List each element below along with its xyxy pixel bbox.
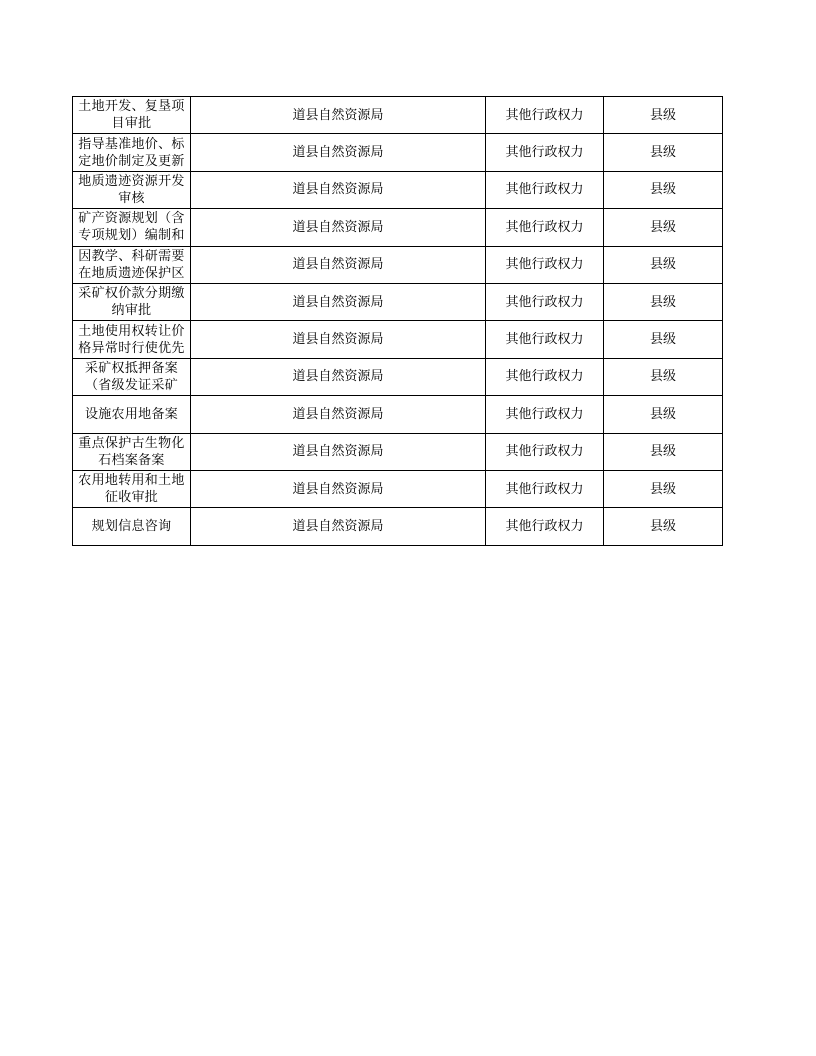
item-name-cell bbox=[73, 97, 191, 134]
level-cell bbox=[604, 283, 723, 320]
level-text: 县级 bbox=[649, 369, 676, 385]
item-name-text: 重点保护古生物化石档案备案 bbox=[78, 435, 185, 468]
department-cell bbox=[191, 433, 486, 470]
table-body bbox=[73, 97, 723, 546]
power-type-text: 其他行政权力 bbox=[505, 219, 584, 235]
department-cell bbox=[191, 508, 486, 545]
level-text: 县级 bbox=[649, 518, 676, 534]
item-name-cell bbox=[73, 134, 191, 171]
level-text: 县级 bbox=[649, 219, 676, 235]
power-type-cell bbox=[486, 283, 604, 320]
department-cell bbox=[191, 246, 486, 283]
power-type-text: 其他行政权力 bbox=[505, 518, 584, 534]
department-text: 道县自然资源局 bbox=[292, 294, 384, 310]
table-row bbox=[73, 358, 723, 395]
power-type-text: 其他行政权力 bbox=[505, 369, 584, 385]
power-type-text: 其他行政权力 bbox=[505, 294, 584, 310]
item-name-text: 土地使用权转让价格异常时行使优先 bbox=[78, 323, 185, 356]
item-name-text: 采矿权抵押备案（省级发证采矿 bbox=[84, 360, 179, 393]
item-name-text: 土地开发、复垦项目审批 bbox=[78, 99, 185, 132]
power-type-text: 其他行政权力 bbox=[505, 257, 584, 273]
level-text: 县级 bbox=[649, 145, 676, 161]
power-type-cell bbox=[486, 358, 604, 395]
table-row bbox=[73, 283, 723, 320]
table-row bbox=[73, 470, 723, 507]
level-cell bbox=[604, 97, 723, 134]
item-name-text: 矿产资源规划（含专项规划）编制和 bbox=[78, 211, 185, 244]
item-name-cell bbox=[73, 358, 191, 395]
level-text: 县级 bbox=[649, 257, 676, 273]
level-text: 县级 bbox=[649, 294, 676, 310]
department-text: 道县自然资源局 bbox=[292, 182, 384, 198]
level-cell bbox=[604, 470, 723, 507]
item-name-cell bbox=[73, 321, 191, 358]
power-type-text: 其他行政权力 bbox=[505, 145, 584, 161]
level-text: 县级 bbox=[649, 332, 676, 348]
table-row bbox=[73, 97, 723, 134]
power-type-cell bbox=[486, 97, 604, 134]
item-name-cell bbox=[73, 508, 191, 545]
power-type-cell bbox=[486, 321, 604, 358]
department-text: 道县自然资源局 bbox=[292, 481, 384, 497]
item-name-cell bbox=[73, 246, 191, 283]
power-type-cell bbox=[486, 433, 604, 470]
level-cell bbox=[604, 358, 723, 395]
department-cell bbox=[191, 470, 486, 507]
power-type-text: 其他行政权力 bbox=[505, 444, 584, 460]
item-name-text: 指导基准地价、标定地价制定及更新 bbox=[78, 136, 185, 169]
item-name-text: 因教学、科研需要在地质遗迹保护区 bbox=[78, 248, 185, 281]
power-type-cell bbox=[486, 171, 604, 208]
department-text: 道县自然资源局 bbox=[292, 444, 384, 460]
department-cell bbox=[191, 321, 486, 358]
department-cell bbox=[191, 134, 486, 171]
item-name-cell bbox=[73, 171, 191, 208]
department-cell bbox=[191, 97, 486, 134]
item-name-cell bbox=[73, 470, 191, 507]
item-name-cell bbox=[73, 396, 191, 433]
level-cell bbox=[604, 433, 723, 470]
table-row bbox=[73, 321, 723, 358]
power-type-text: 其他行政权力 bbox=[505, 182, 584, 198]
level-text: 县级 bbox=[649, 481, 676, 497]
level-cell bbox=[604, 171, 723, 208]
item-name-cell bbox=[73, 283, 191, 320]
department-text: 道县自然资源局 bbox=[292, 518, 384, 534]
level-cell bbox=[604, 508, 723, 545]
item-name-cell bbox=[73, 433, 191, 470]
department-text: 道县自然资源局 bbox=[292, 369, 384, 385]
item-name-text: 农用地转用和土地征收审批 bbox=[78, 473, 185, 506]
item-name-text: 采矿权价款分期缴纳审批 bbox=[78, 286, 185, 319]
department-cell bbox=[191, 283, 486, 320]
level-cell bbox=[604, 246, 723, 283]
level-cell bbox=[604, 209, 723, 246]
power-type-cell bbox=[486, 209, 604, 246]
power-type-text: 其他行政权力 bbox=[505, 107, 584, 123]
department-text: 道县自然资源局 bbox=[292, 219, 384, 235]
power-type-cell bbox=[486, 134, 604, 171]
department-text: 道县自然资源局 bbox=[292, 107, 384, 123]
department-text: 道县自然资源局 bbox=[292, 332, 384, 348]
department-text: 道县自然资源局 bbox=[292, 257, 384, 273]
table-row bbox=[73, 209, 723, 246]
department-text: 道县自然资源局 bbox=[292, 406, 384, 422]
table-row bbox=[73, 433, 723, 470]
item-name-text: 地质遗迹资源开发审核 bbox=[78, 173, 185, 206]
level-text: 县级 bbox=[649, 444, 676, 460]
table-row bbox=[73, 134, 723, 171]
department-cell bbox=[191, 209, 486, 246]
power-list-table bbox=[72, 96, 723, 546]
level-text: 县级 bbox=[649, 406, 676, 422]
department-cell bbox=[191, 358, 486, 395]
power-type-cell bbox=[486, 470, 604, 507]
table-row bbox=[73, 171, 723, 208]
power-type-text: 其他行政权力 bbox=[505, 332, 584, 348]
power-type-text: 其他行政权力 bbox=[505, 481, 584, 497]
item-name-cell bbox=[73, 209, 191, 246]
power-type-cell bbox=[486, 396, 604, 433]
item-name-text: 规划信息咨询 bbox=[91, 518, 172, 534]
level-cell bbox=[604, 134, 723, 171]
department-cell bbox=[191, 396, 486, 433]
table-row bbox=[73, 508, 723, 545]
item-name-text: 设施农用地备案 bbox=[84, 406, 179, 422]
power-type-text: 其他行政权力 bbox=[505, 406, 584, 422]
department-cell bbox=[191, 171, 486, 208]
power-type-cell bbox=[486, 246, 604, 283]
department-text: 道县自然资源局 bbox=[292, 145, 384, 161]
power-type-cell bbox=[486, 508, 604, 545]
level-cell bbox=[604, 321, 723, 358]
level-cell bbox=[604, 396, 723, 433]
table-row bbox=[73, 396, 723, 433]
level-text: 县级 bbox=[649, 107, 676, 123]
level-text: 县级 bbox=[649, 182, 676, 198]
table-row bbox=[73, 246, 723, 283]
